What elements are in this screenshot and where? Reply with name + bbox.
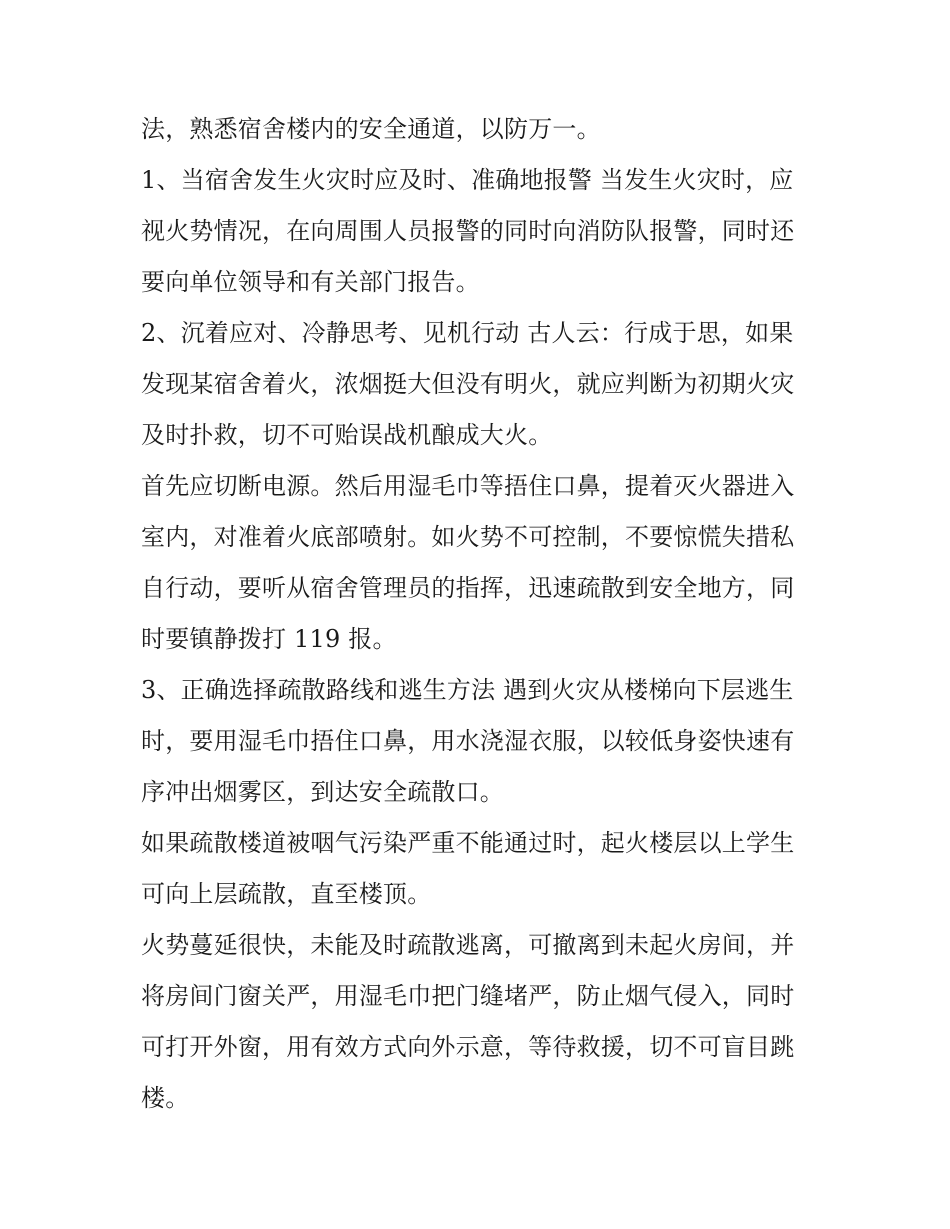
text-line: 火势蔓延很快，未能及时疏散逃离，可撤离到未起火房间，并 (141, 931, 795, 959)
text-line: 时，要用湿毛巾捂住口鼻，用水浇湿衣服，以较低身姿快速有 (141, 727, 795, 755)
text-line: 3、正确选择疏散路线和逃生方法 遇到火灾从楼梯向下层逃生 (141, 676, 794, 704)
text-line: 要向单位领导和有关部门报告。 (141, 268, 480, 296)
text-line: 1、当宿舍发生火灾时应及时、准确地报警 当发生火灾时，应 (141, 166, 794, 194)
text-line: 室内，对准着火底部喷射。如火势不可控制，不要惊慌失措私 (141, 523, 795, 551)
text-line: 可打开外窗，用有效方式向外示意，等待救援，切不可盲目跳 (141, 1033, 795, 1061)
text-line: 及时扑救，切不可贻误战机酿成大火。 (141, 421, 553, 449)
text-line: 发现某宿舍着火，浓烟挺大但没有明火，就应判断为初期火灾 (141, 370, 795, 398)
text-line: 2、沉着应对、冷静思考、见机行动 古人云：行成于思，如果 (141, 319, 794, 347)
text-line: 可向上层疏散，直至楼顶。 (141, 880, 432, 908)
text-line: 楼。 (141, 1084, 190, 1112)
text-line: 首先应切断电源。然后用湿毛巾等捂住口鼻，提着灭火器进入 (141, 472, 795, 500)
text-line: 如果疏散楼道被咽气污染严重不能通过时，起火楼层以上学生 (141, 829, 795, 857)
document-body (141, 104, 813, 1124)
text-line: 法，熟悉宿舍楼内的安全通道，以防万一。 (141, 115, 601, 143)
text-line: 将房间门窗关严，用湿毛巾把门缝堵严，防止烟气侵入，同时 (141, 982, 795, 1010)
text-line: 视火势情况，在向周围人员报警的同时向消防队报警，同时还 (141, 217, 795, 245)
text-line: 时要镇静拨打 119 报。 (141, 625, 397, 653)
text-line: 自行动，要听从宿舍管理员的指挥，迅速疏散到安全地方，同 (141, 574, 795, 602)
text-line: 序冲出烟雾区，到达安全疏散口。 (141, 778, 504, 806)
